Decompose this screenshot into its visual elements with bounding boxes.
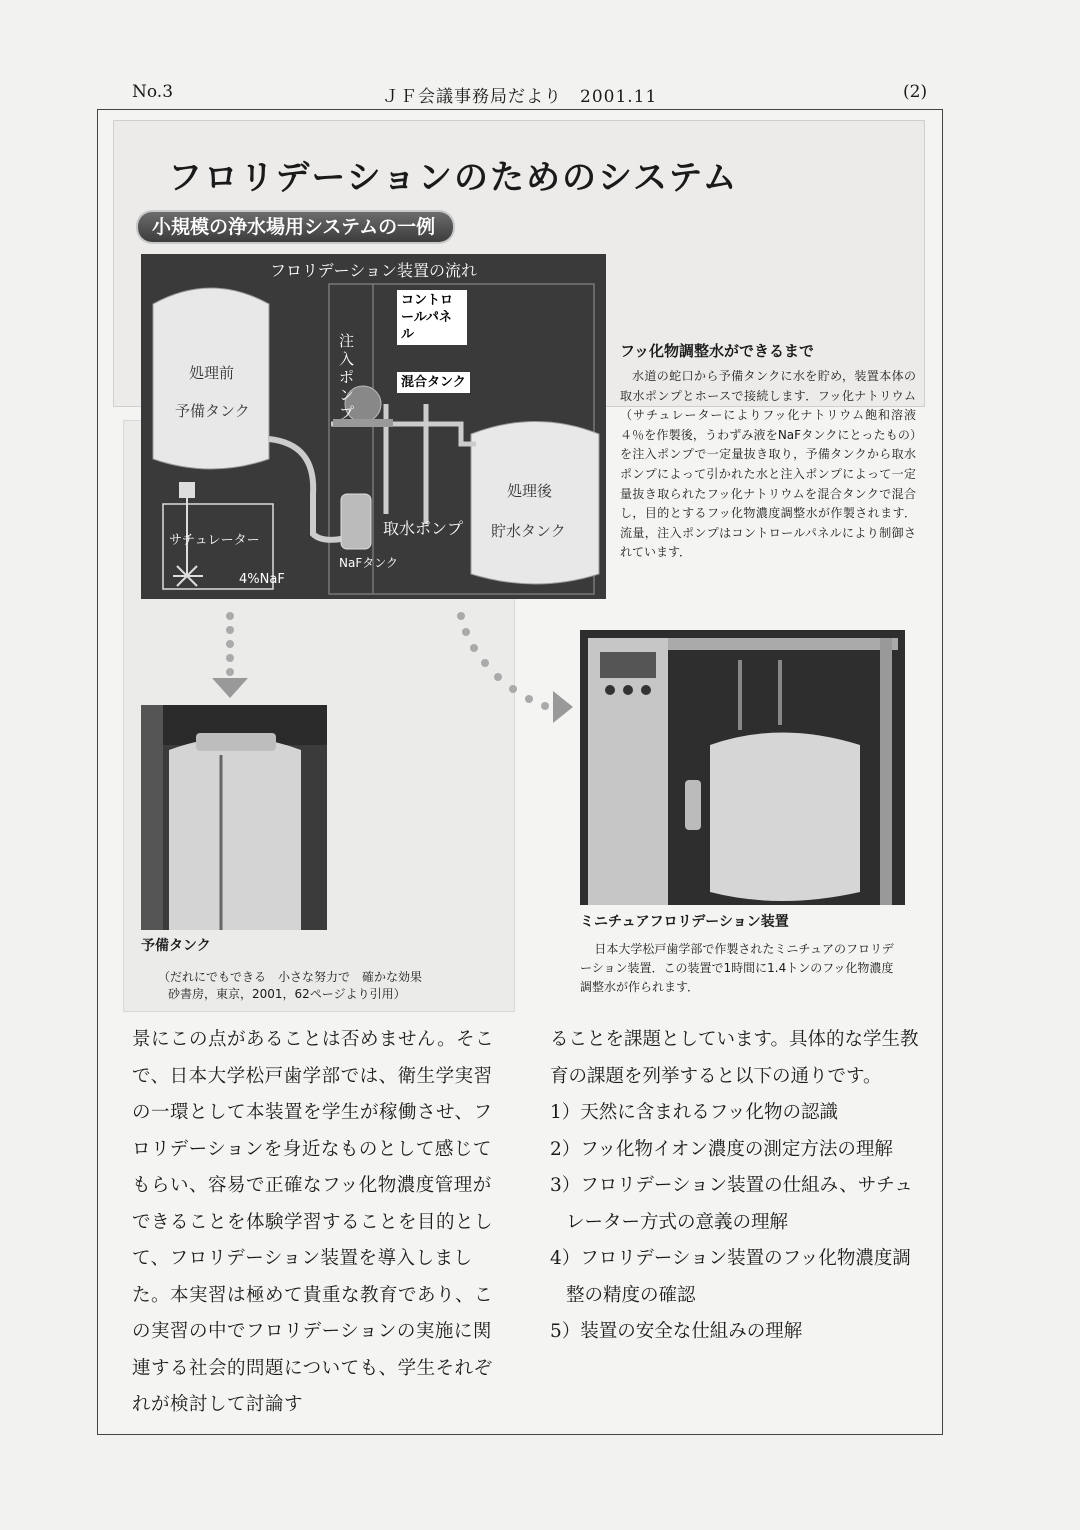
label-control-panel: コントロールパネル	[397, 290, 467, 345]
photo-miniature-device	[580, 630, 905, 905]
list-item: 2）フッ化物イオン濃度の測定方法の理解	[550, 1138, 893, 1160]
label-intake-pump: 取水ポンプ	[383, 519, 464, 538]
spare-tank-image	[141, 705, 327, 930]
process-heading: フッ化物調整水ができるまで	[620, 342, 814, 360]
list-item: 5）装置の安全な仕組みの理解	[550, 1321, 803, 1342]
issue-number: No.3	[132, 82, 174, 102]
list-item: 4）フロリデーション装置のフッ化物濃度調整の精度の確認	[550, 1248, 911, 1306]
source-line-2: 砂書房，東京，2001，62ページより引用）	[168, 987, 406, 1001]
caption-spare-tank-source	[158, 969, 422, 1003]
photo-spare-tank	[141, 705, 327, 930]
label-post-tank-1: 処理後	[507, 482, 553, 500]
process-description: 水道の蛇口から予備タンクに水を貯め，装置本体の取水ポンプとホースで接続します．フッ化ナトリウム（サチュレーターによりフッ化ナトリウム飽和溶液４％を作製後，うわずみ液をNaFタンクにとったもの）を注入ポンプで一定量抜き取り，予備タンクから取水ポンプによって引かれた水と注入ポンプによって一定量抜き取られたフッ化ナトリウムを混合タンクで混合し，目的とするフッ化物濃度調整水が作製されます．流量，注入ポンプはコントロールパネルにより制御されています．	[620, 369, 916, 560]
article-subtitle: 小規模の浄水場用システムの一例	[138, 212, 453, 242]
label-mixing-tank: 混合タンク	[397, 372, 470, 393]
article-title: フロリデーションのためのシステム	[168, 158, 739, 198]
caption-device-title: ミニチュアフロリデーション装置	[580, 914, 789, 930]
miniature-device-image	[580, 630, 905, 905]
flow-diagram	[141, 254, 606, 599]
diagram-title: フロリデーション装置の流れ	[269, 261, 478, 280]
label-naf-tank: NaFタンク	[339, 556, 398, 570]
body-right-column	[550, 1022, 922, 1351]
caption-spare-tank-title: 予備タンク	[141, 938, 211, 954]
caption-device-body: 日本大学松戸歯学部で作製されたミニチュアのフロリデーション装置．この装置で1時間に1.4トンのフッ化物濃度調整水が作られます．	[580, 942, 894, 994]
label-naf-percent: 4%NaF	[239, 572, 285, 587]
body-left-column: 景にこの点があることは否めません。そこで、日本大学松戸歯学部では、衛生学実習の一環として本装置を学生が稼働させ、フロリデーションを身近なものとして感じてもらい、容易で正確なフッ化物濃度管理ができることを体験学習することを目的として、フロリデーション装置を導入しました。本実習は極めて貴重な教育であり、この実習の中でフロリデーションの実施に関連する社会的問題についても、学生それぞれが検討して討論す	[132, 1029, 495, 1415]
page-number: (2)	[903, 82, 928, 102]
label-pre-tank-2: 予備タンク	[175, 402, 250, 420]
label-pre-tank-1: 処理前	[189, 364, 235, 382]
newsletter-title: ＪＦ会議事務局だより 2001.11	[382, 87, 658, 107]
right-intro: ることを課題としています。具体的な学生教育の課題を列挙すると以下の通りです。	[550, 1029, 919, 1087]
list-item: 1）天然に含まれるフッ化物の認識	[550, 1102, 838, 1123]
label-saturator: サチュレーター	[169, 533, 260, 548]
label-injection-pump: 注入ポンプ	[339, 332, 355, 422]
source-line-1: （だれにでもできる 小さな努力で 確かな効果	[158, 970, 423, 984]
list-item: 3）フロリデーション装置の仕組み、サチュレーター方式の意義の理解	[550, 1175, 913, 1233]
label-post-tank-2: 貯水タンク	[491, 522, 566, 540]
